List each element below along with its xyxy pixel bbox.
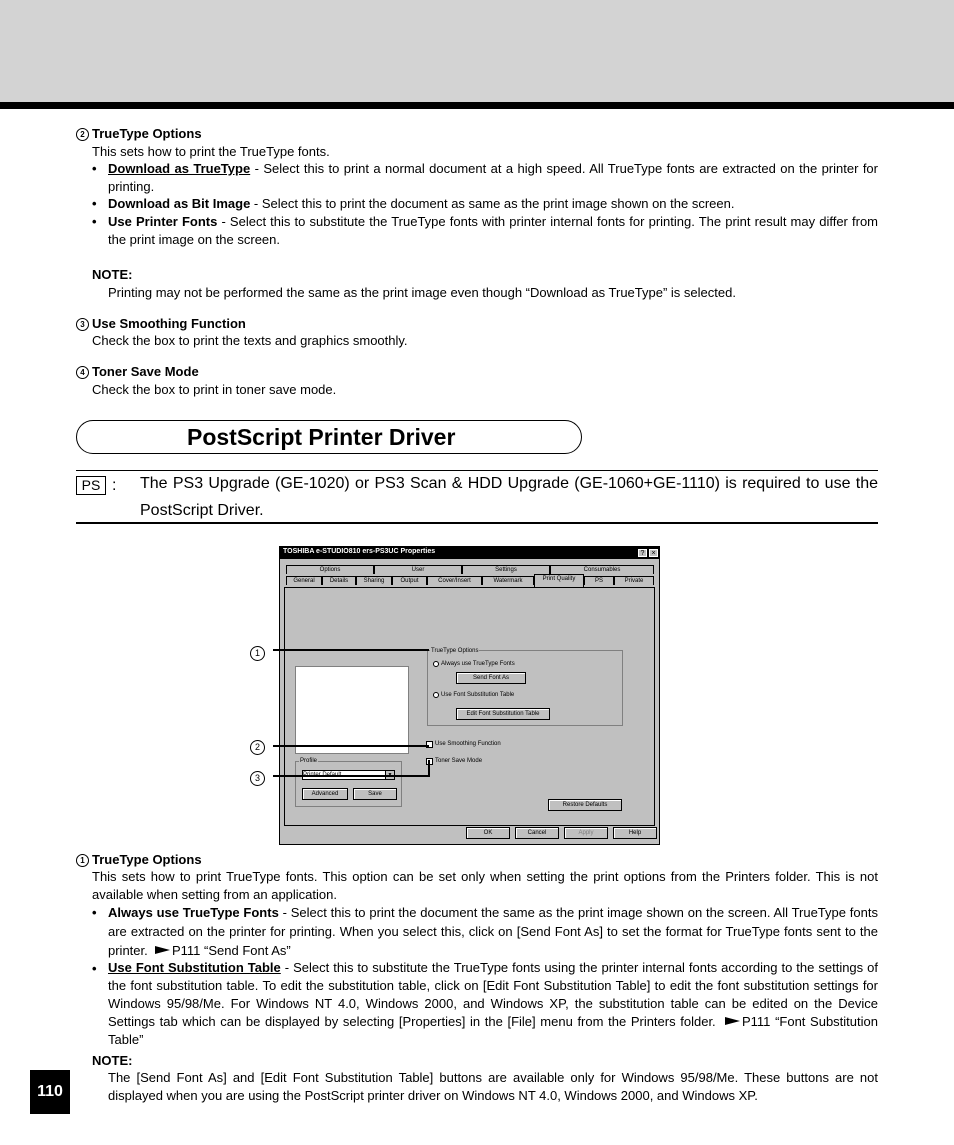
- radio-always-truetype-label: Always use TrueType Fonts: [441, 661, 515, 667]
- note-label: NOTE:: [92, 267, 133, 282]
- bullet-icon: •: [92, 196, 97, 211]
- radio-always-truetype[interactable]: [433, 661, 439, 667]
- print-quality-panel: [284, 587, 655, 826]
- toner-save-checkbox-label: Toner Save Mode: [435, 758, 483, 764]
- list-item: Always use TrueType Fonts - Select this to print the document the same as the print image shown on the screen. All TrueType fonts are extracted on the printer for printing. When you select this, click on [Send Font As] to set the format for TrueType fonts sent to the printer. P111 “Send Font As”: [108, 905, 878, 958]
- note-text: Printing may not be performed the same as the print image even though “Download as TrueType” is selected.: [108, 285, 736, 300]
- radio-font-substitution-label: Use Font Substitution Table: [441, 692, 515, 698]
- truetype-intro: This sets how to print the TrueType fonts.: [92, 144, 330, 159]
- restore-defaults-button[interactable]: Restore Defaults: [548, 799, 622, 811]
- tab-general[interactable]: General: [286, 576, 322, 585]
- tab-output[interactable]: Output: [392, 576, 427, 585]
- toner-text: Check the box to print in toner save mode.: [92, 382, 337, 397]
- tab-private[interactable]: Private: [614, 576, 654, 585]
- bullet-icon: •: [92, 905, 97, 920]
- dialog-titlebar: [280, 547, 659, 559]
- profile-label: Profile: [300, 758, 318, 764]
- smoothing-text: Check the box to print the texts and graphics smoothly.: [92, 333, 408, 348]
- arrow-right-icon: [725, 1017, 740, 1025]
- tab-sharing[interactable]: Sharing: [356, 576, 392, 585]
- profile-group: [295, 761, 402, 807]
- bullet-icon: •: [92, 161, 97, 176]
- dialog-title: TOSHIBA e-STUDIO810 ers-PS3UC Properties: [283, 548, 436, 555]
- advanced-button[interactable]: Advanced: [302, 788, 348, 800]
- tab-consumables[interactable]: Consumables: [550, 565, 654, 574]
- properties-dialog: [279, 546, 660, 845]
- truetype-heading: 2 TrueType Options: [76, 125, 202, 142]
- list-item: Use Font Substitution Table - Select this to substitute the TrueType fonts using the printer internal fonts according to the settings of the font substitution table. To edit the substitution table, click on [Edit Font Substitution Table] to edit the font substitution settings for Windows 95/98/Me. For Windows NT 4.0, Windows 2000, and Windows XP, the substitution table can be edited on the Device Settings tab which can be displayed by selecting [Properties] in the [File] menu from the Printers folder. P111 “Font Substitution Table”: [108, 960, 878, 1047]
- number-1-icon: 1: [76, 854, 89, 867]
- bullet-icon: •: [92, 961, 97, 976]
- tab-details[interactable]: Details: [322, 576, 356, 585]
- smoothing-checkbox-label: Use Smoothing Function: [435, 741, 501, 747]
- close-icon[interactable]: ×: [649, 549, 658, 557]
- callout-1: 1: [250, 646, 265, 661]
- truetype-group-label: TrueType Options: [431, 648, 479, 654]
- number-2-icon: 2: [76, 128, 89, 141]
- help-icon[interactable]: ?: [638, 549, 647, 557]
- ps-requirement-text: The PS3 Upgrade (GE-1020) or PS3 Scan & HDD Upgrade (GE-1060+GE-1110) is required to use the PostScript Driver.: [140, 475, 878, 519]
- tab-cover-insert[interactable]: Cover/Insert: [427, 576, 482, 585]
- header-band: [0, 0, 954, 102]
- smoothing-heading: 3 Use Smoothing Function: [76, 315, 246, 332]
- page-title: PostScript Printer Driver: [187, 424, 456, 450]
- ok-button[interactable]: OK: [466, 827, 510, 839]
- tab-settings[interactable]: Settings: [462, 565, 550, 574]
- toner-heading: 4 Toner Save Mode: [76, 363, 199, 380]
- radio-font-substitution[interactable]: [433, 692, 439, 698]
- bottom-intro: This sets how to print TrueType fonts. This option can be set only when setting the print options from the Printers folder. This is not available when setting from an application.: [92, 869, 878, 902]
- list-item: Use Printer Fonts - Select this to substitute the TrueType fonts with printer internal fonts for printing. The print result may differ from the print image on the screen.: [108, 214, 878, 247]
- tab-options[interactable]: Options: [286, 565, 374, 574]
- bullet-icon: •: [92, 214, 97, 229]
- cancel-button[interactable]: Cancel: [515, 827, 559, 839]
- callout-line: [273, 745, 429, 747]
- callout-line: [428, 760, 430, 777]
- note-label: NOTE:: [92, 1053, 133, 1068]
- number-4-icon: 4: [76, 366, 89, 379]
- edit-substitution-table-button[interactable]: Edit Font Substitution Table: [456, 708, 550, 720]
- callout-line: [273, 775, 430, 777]
- tab-watermark[interactable]: Watermark: [482, 576, 534, 585]
- send-font-as-button[interactable]: Send Font As: [456, 672, 526, 684]
- page-number: 110: [30, 1070, 70, 1114]
- save-button[interactable]: Save: [353, 788, 397, 800]
- apply-button[interactable]: Apply: [564, 827, 608, 839]
- bottom-truetype-heading: 1 TrueType Options: [76, 851, 202, 868]
- list-item: Download as Bit Image - Select this to print the document as same as the print image shown on the screen.: [108, 196, 735, 211]
- help-button[interactable]: Help: [613, 827, 657, 839]
- colon: :: [112, 477, 117, 494]
- number-3-icon: 3: [76, 318, 89, 331]
- note-text: The [Send Font As] and [Edit Font Substitution Table] buttons are available only for Windows 95/98/Me. These buttons are not displayed when you are using the PostScript printer driver on Windows NT 4.0, Windows 2000, and Windows XP.: [108, 1070, 878, 1103]
- section-header: [76, 420, 582, 454]
- header-rule: [0, 102, 954, 109]
- arrow-right-icon: [155, 946, 170, 954]
- tab-user[interactable]: User: [374, 565, 462, 574]
- callout-3: 3: [250, 771, 265, 786]
- tab-ps[interactable]: PS: [584, 576, 614, 585]
- print-preview: [295, 666, 409, 754]
- ps-badge: PS: [76, 476, 106, 495]
- tab-print-quality[interactable]: Print Quality: [534, 574, 584, 587]
- divider: [76, 522, 878, 524]
- callout-line: [273, 649, 429, 651]
- callout-2: 2: [250, 740, 265, 755]
- list-item: Download as TrueType - Select this to print a normal document at a high speed. All TrueType fonts are extracted on the printer for printing.: [108, 161, 878, 194]
